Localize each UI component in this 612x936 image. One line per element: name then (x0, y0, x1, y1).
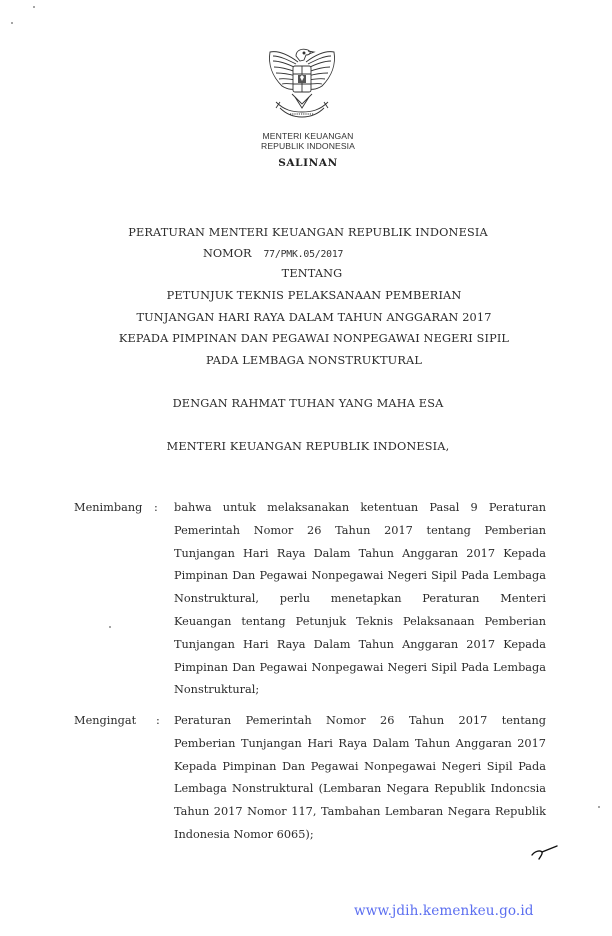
mengingat-line: Indonesia Nomor 6065); (174, 827, 314, 841)
subject-line-1: PETUNJUK TEKNIS PELAKSANAAN PEMBERIAN (166, 289, 462, 302)
subject-line-4: PADA LEMBAGA NONSTRUKTURAL (206, 354, 422, 367)
mengingat-line: Lembaga Nonstruktural (Lembaran Negara Republik Indoncsia (174, 782, 546, 796)
menimbang-line: Pimpinan Dan Pegawai Nonpegawai Negeri Sipil Pada Lembaga (174, 569, 546, 583)
menimbang-line: Pemerintah Nomor 26 Tahun 2017 tentang Pemberian (174, 523, 546, 537)
mengingat-line: Peraturan Pemerintah Nomor 26 Tahun 2017 tentang (174, 714, 546, 727)
nomor-label: NOMOR (203, 247, 252, 260)
regulation-title: PERATURAN MENTERI KEUANGAN REPUBLIK INDONESIA (128, 226, 488, 239)
menimbang-line: Tunjangan Hari Raya Dalam Tahun Anggaran 2017 Kepada (174, 637, 546, 651)
nomor-value: 77/PMK.05/2017 (263, 249, 344, 260)
mengingat-text (174, 710, 546, 847)
paraf-signature-icon (530, 844, 560, 862)
menimbang-text (174, 497, 546, 702)
country-name: REPUBLIK INDONESIA (261, 141, 355, 151)
scan-speck (11, 22, 13, 24)
jdih-website-link[interactable]: www.jdih.kemenkeu.go.id (354, 903, 534, 919)
mengingat-label: Mengingat (74, 714, 137, 727)
menimbang-line: Tunjangan Hari Raya Dalam Tahun Anggaran 2017 Kepada (174, 546, 546, 560)
issuer: MENTERI KEUANGAN REPUBLIK INDONESIA, (166, 440, 450, 453)
menimbang-label: Menimbang (74, 501, 143, 514)
invocation: DENGAN RAHMAT TUHAN YANG MAHA ESA (172, 397, 444, 410)
regulation-number (203, 247, 343, 260)
menimbang-colon: : (154, 501, 158, 514)
mengingat-colon: : (156, 714, 160, 727)
menimbang-line: Pimpinan Dan Pegawai Nonpegawai Negeri Sipil Pada Lembaga (174, 660, 546, 674)
menimbang-line: bahwa untuk melaksanakan ketentuan Pasal 9 Peraturan (174, 501, 546, 514)
menimbang-line: Nonstruktural, perlu menetapkan Peraturan Menteri (174, 592, 546, 606)
copy-mark: SALINAN (278, 157, 338, 169)
mengingat-line: Kepada Pimpinan Dan Pegawai Nonpegawai Negeri Sipil Pada (174, 759, 546, 773)
scan-speck (33, 6, 35, 8)
subject-line-2: TUNJANGAN HARI RAYA DALAM TAHUN ANGGARAN 2017 (136, 311, 492, 324)
garuda-emblem-icon (262, 42, 342, 124)
subject-line-3: KEPADA PIMPINAN DAN PEGAWAI NONPEGAWAI NEGERI SIPIL (118, 332, 510, 345)
menimbang-line: Keuangan tentang Petunjuk Teknis Pelaksanaan Pemberian (174, 614, 546, 628)
menimbang-line: Nonstruktural; (174, 683, 260, 697)
mengingat-line: Pemberian Tunjangan Hari Raya Dalam Tahun Anggaran 2017 (174, 736, 546, 750)
scan-speck (598, 806, 600, 808)
ministry-name: MENTERI KEUANGAN (262, 131, 354, 141)
scan-speck (109, 626, 111, 628)
mengingat-line: Tahun 2017 Nomor 117, Tambahan Lembaran Negara Republik (174, 805, 546, 819)
tentang-heading: TENTANG (281, 267, 343, 280)
